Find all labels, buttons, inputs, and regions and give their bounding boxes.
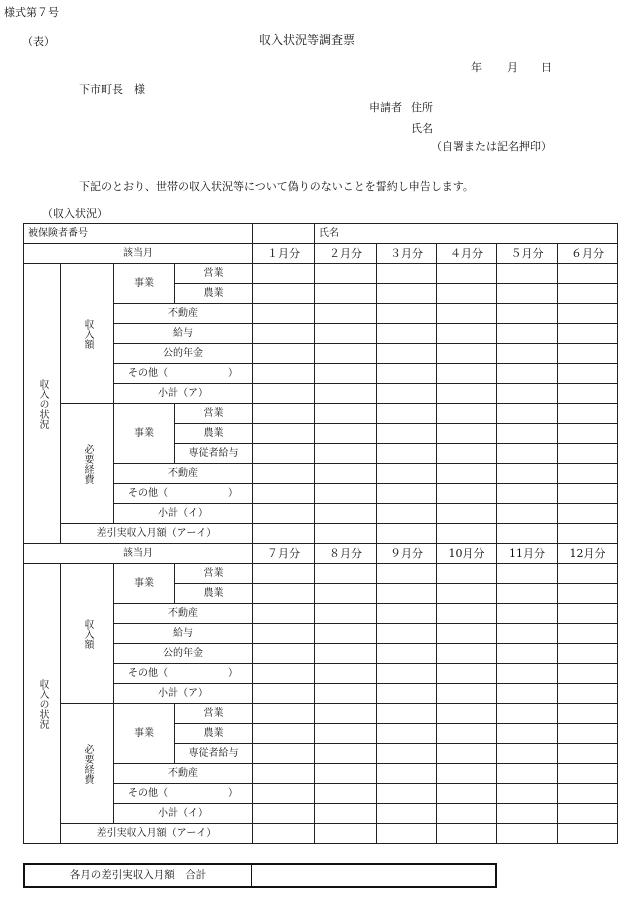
cell[interactable] [437, 484, 497, 504]
cell[interactable] [558, 804, 618, 824]
cell[interactable] [315, 724, 377, 744]
cell[interactable] [253, 364, 315, 384]
total-box [23, 863, 497, 888]
expense-commerce-label: 営業 [175, 404, 253, 424]
cell[interactable] [377, 464, 437, 484]
cell[interactable] [315, 644, 377, 664]
cell[interactable] [558, 284, 618, 304]
cell[interactable] [377, 324, 437, 344]
insured-number-field[interactable] [253, 224, 315, 244]
cell[interactable] [253, 424, 315, 444]
cell[interactable] [377, 304, 437, 324]
cell[interactable] [253, 264, 315, 284]
cell[interactable] [437, 564, 497, 584]
month-header: 該当月 [24, 244, 253, 264]
cell[interactable] [377, 584, 437, 604]
expense-real-estate-label: 不動産 [114, 764, 253, 784]
cell[interactable] [437, 344, 497, 364]
income-agriculture-label: 農業 [175, 584, 253, 604]
cell[interactable] [437, 464, 497, 484]
cell[interactable] [315, 744, 377, 764]
cell[interactable] [558, 324, 618, 344]
cell[interactable] [253, 644, 315, 664]
cell[interactable] [315, 324, 377, 344]
cell[interactable] [437, 704, 497, 724]
cell[interactable] [315, 804, 377, 824]
cell[interactable] [497, 524, 558, 544]
cell[interactable] [253, 744, 315, 764]
cell[interactable] [558, 344, 618, 364]
cell[interactable] [315, 604, 377, 624]
expense-business-label: 事業 [114, 704, 175, 764]
cell[interactable] [437, 504, 497, 524]
cell[interactable] [253, 404, 315, 424]
expense-other-label: その他（ ） [114, 784, 253, 804]
cell[interactable] [315, 824, 377, 844]
income-business-label: 事業 [114, 564, 175, 604]
income-real-estate-label: 不動産 [114, 604, 253, 624]
cell[interactable] [253, 724, 315, 744]
cell[interactable] [377, 524, 437, 544]
cell[interactable] [437, 644, 497, 664]
cell[interactable] [253, 704, 315, 724]
family-wage-label: 専従者給与 [175, 744, 253, 764]
subtotal-i-label: 小計（イ） [114, 504, 253, 524]
cell[interactable] [497, 324, 558, 344]
cell[interactable] [497, 444, 558, 464]
cell[interactable] [558, 704, 618, 724]
cell[interactable] [377, 644, 437, 664]
cell[interactable] [437, 364, 497, 384]
cell[interactable] [253, 464, 315, 484]
income-agriculture-label: 農業 [175, 284, 253, 304]
month-col-6: ６月分 [558, 244, 618, 264]
cell[interactable] [558, 684, 618, 704]
income-other-label: その他（ ） [114, 364, 253, 384]
cell[interactable] [437, 324, 497, 344]
cell[interactable] [558, 264, 618, 284]
cell[interactable] [437, 264, 497, 284]
cell[interactable] [377, 684, 437, 704]
cell[interactable] [558, 624, 618, 644]
cell[interactable] [377, 564, 437, 584]
cell[interactable] [377, 624, 437, 644]
cell[interactable] [497, 764, 558, 784]
cell[interactable] [437, 744, 497, 764]
cell[interactable] [558, 724, 618, 744]
cell[interactable] [437, 304, 497, 324]
income-label: 収入額 [61, 564, 114, 704]
month-col-2: ２月分 [315, 244, 377, 264]
cell[interactable] [497, 404, 558, 424]
cell[interactable] [558, 504, 618, 524]
cell[interactable] [437, 384, 497, 404]
income-other-label: その他（ ） [114, 664, 253, 684]
cell[interactable] [315, 304, 377, 324]
cell[interactable] [437, 784, 497, 804]
status-label: 収入の状況 [24, 564, 61, 844]
side-label: （表） [22, 35, 55, 48]
cell[interactable] [253, 684, 315, 704]
cell[interactable] [315, 784, 377, 804]
cell[interactable] [253, 664, 315, 684]
income-label: 収入額 [61, 264, 114, 404]
cell[interactable] [437, 424, 497, 444]
cell[interactable] [497, 364, 558, 384]
cell[interactable] [497, 684, 558, 704]
income-real-estate-label: 不動産 [114, 304, 253, 324]
cell[interactable] [253, 344, 315, 364]
cell[interactable] [315, 284, 377, 304]
cell[interactable] [497, 504, 558, 524]
cell[interactable] [253, 504, 315, 524]
cell[interactable] [558, 744, 618, 764]
expense-business-label: 事業 [114, 404, 175, 464]
expense-label: 必要経費 [61, 704, 114, 824]
income-salary-label: 給与 [114, 624, 253, 644]
subtotal-a-label: 小計（ア） [114, 384, 253, 404]
form-number: 様式第７号 [4, 6, 59, 19]
cell[interactable] [253, 624, 315, 644]
cell[interactable] [437, 284, 497, 304]
cell[interactable] [558, 304, 618, 324]
cell[interactable] [377, 764, 437, 784]
cell[interactable] [253, 384, 315, 404]
cell[interactable] [377, 664, 437, 684]
month-header: 該当月 [24, 544, 253, 564]
cell[interactable] [253, 784, 315, 804]
cell[interactable] [558, 664, 618, 684]
month-col-4: ４月分 [437, 244, 497, 264]
income-pension-label: 公的年金 [114, 644, 253, 664]
cell[interactable] [315, 624, 377, 644]
cell[interactable] [558, 564, 618, 584]
cell[interactable] [253, 304, 315, 324]
date-day-label: 日 [541, 61, 552, 74]
cell[interactable] [253, 564, 315, 584]
declaration: 下記のとおり、世帯の収入状況等について偽りのないことを誓約し申告します。 [79, 180, 474, 193]
addressee: 下市町長 様 [79, 83, 145, 96]
status-label: 収入の状況 [24, 264, 61, 544]
cell[interactable] [315, 344, 377, 364]
cell[interactable] [558, 364, 618, 384]
cell[interactable] [377, 424, 437, 444]
cell[interactable] [497, 744, 558, 764]
cell[interactable] [377, 724, 437, 744]
cell[interactable] [437, 604, 497, 624]
month-col-10: 10月分 [437, 544, 497, 564]
section-title: （収入状況） [42, 207, 108, 220]
cell[interactable] [377, 364, 437, 384]
cell[interactable] [437, 824, 497, 844]
cell[interactable] [437, 724, 497, 744]
cell[interactable] [558, 424, 618, 444]
cell[interactable] [497, 304, 558, 324]
income-salary-label: 給与 [114, 324, 253, 344]
cell[interactable] [377, 284, 437, 304]
month-col-12: 12月分 [558, 544, 618, 564]
cell[interactable] [315, 524, 377, 544]
cell[interactable] [315, 484, 377, 504]
subtotal-a-label: 小計（ア） [114, 684, 253, 704]
cell[interactable] [437, 584, 497, 604]
cell[interactable] [497, 344, 558, 364]
expense-label: 必要経費 [61, 404, 114, 524]
cell[interactable] [558, 444, 618, 464]
cell[interactable] [377, 704, 437, 724]
cell[interactable] [377, 484, 437, 504]
cell[interactable] [315, 764, 377, 784]
cell[interactable] [253, 584, 315, 604]
name-cell[interactable] [315, 224, 618, 244]
cell[interactable] [497, 264, 558, 284]
cell[interactable] [377, 444, 437, 464]
month-col-1: １月分 [253, 244, 315, 264]
cell[interactable] [377, 824, 437, 844]
cell[interactable] [437, 684, 497, 704]
name-cell-label: 氏名 [319, 228, 339, 239]
cell[interactable] [253, 484, 315, 504]
cell[interactable] [377, 404, 437, 424]
cell[interactable] [315, 384, 377, 404]
cell[interactable] [377, 264, 437, 284]
cell[interactable] [253, 444, 315, 464]
cell[interactable] [497, 384, 558, 404]
expense-real-estate-label: 不動産 [114, 464, 253, 484]
month-col-3: ３月分 [377, 244, 437, 264]
cell[interactable] [558, 404, 618, 424]
cell[interactable] [253, 604, 315, 624]
month-col-11: 11月分 [497, 544, 558, 564]
page-title: 収入状況等調査票 [259, 33, 356, 47]
month-col-9: ９月分 [377, 544, 437, 564]
cell[interactable] [558, 604, 618, 624]
cell[interactable] [315, 584, 377, 604]
cell[interactable] [497, 644, 558, 664]
date-year-label: 年 [471, 61, 482, 74]
cell[interactable] [497, 604, 558, 624]
cell[interactable] [497, 484, 558, 504]
month-col-7: ７月分 [253, 544, 315, 564]
cell[interactable] [497, 804, 558, 824]
income-business-label: 事業 [114, 264, 175, 304]
cell[interactable] [497, 824, 558, 844]
subtotal-i-label: 小計（イ） [114, 804, 253, 824]
address-label: 住所 [411, 101, 433, 114]
cell[interactable] [253, 284, 315, 304]
cell[interactable] [558, 784, 618, 804]
cell[interactable] [253, 804, 315, 824]
cell[interactable] [437, 664, 497, 684]
cell[interactable] [437, 624, 497, 644]
total-value-field[interactable] [252, 865, 495, 886]
cell[interactable] [558, 384, 618, 404]
cell[interactable] [558, 584, 618, 604]
cell[interactable] [377, 344, 437, 364]
cell[interactable] [315, 664, 377, 684]
cell[interactable] [497, 784, 558, 804]
month-col-8: ８月分 [315, 544, 377, 564]
cell[interactable] [558, 764, 618, 784]
cell[interactable] [253, 824, 315, 844]
income-commerce-label: 営業 [175, 564, 253, 584]
cell[interactable] [377, 784, 437, 804]
cell[interactable] [437, 404, 497, 424]
cell[interactable] [315, 704, 377, 724]
name-label: 氏名 [411, 122, 433, 135]
cell[interactable] [377, 604, 437, 624]
income-table [23, 223, 618, 844]
cell[interactable] [315, 364, 377, 384]
date-month-label: 月 [507, 61, 518, 74]
cell[interactable] [253, 764, 315, 784]
total-label: 各月の差引実収入月額 合計 [25, 865, 252, 886]
cell[interactable] [437, 444, 497, 464]
cell[interactable] [253, 524, 315, 544]
family-wage-label: 専従者給与 [175, 444, 253, 464]
cell[interactable] [315, 564, 377, 584]
cell[interactable] [253, 324, 315, 344]
cell[interactable] [558, 464, 618, 484]
net-income-label: 差引実収入月額（アーイ） [61, 824, 253, 844]
expense-agriculture-label: 農業 [175, 424, 253, 444]
cell[interactable] [497, 424, 558, 444]
cell[interactable] [315, 444, 377, 464]
cell[interactable] [315, 504, 377, 524]
cell[interactable] [437, 804, 497, 824]
month-col-5: ５月分 [497, 244, 558, 264]
cell[interactable] [497, 664, 558, 684]
cell[interactable] [315, 424, 377, 444]
cell[interactable] [558, 524, 618, 544]
cell[interactable] [377, 804, 437, 824]
cell[interactable] [497, 724, 558, 744]
expense-other-label: その他（ ） [114, 484, 253, 504]
cell[interactable] [377, 744, 437, 764]
income-commerce-label: 営業 [175, 264, 253, 284]
cell[interactable] [497, 624, 558, 644]
cell[interactable] [315, 684, 377, 704]
cell[interactable] [497, 704, 558, 724]
cell[interactable] [497, 284, 558, 304]
cell[interactable] [315, 464, 377, 484]
cell[interactable] [315, 404, 377, 424]
cell[interactable] [497, 584, 558, 604]
cell[interactable] [497, 564, 558, 584]
cell[interactable] [558, 484, 618, 504]
cell[interactable] [315, 264, 377, 284]
seal-note: （自署または記名押印） [431, 140, 552, 153]
insured-number-label: 被保険者番号 [24, 224, 253, 244]
net-income-label: 差引実収入月額（アーイ） [61, 524, 253, 544]
cell[interactable] [377, 504, 437, 524]
cell[interactable] [377, 384, 437, 404]
cell[interactable] [558, 644, 618, 664]
cell[interactable] [558, 824, 618, 844]
expense-agriculture-label: 農業 [175, 724, 253, 744]
cell[interactable] [437, 524, 497, 544]
applicant-label: 申請者 [369, 101, 402, 114]
expense-commerce-label: 営業 [175, 704, 253, 724]
cell[interactable] [497, 464, 558, 484]
income-pension-label: 公的年金 [114, 344, 253, 364]
cell[interactable] [437, 764, 497, 784]
